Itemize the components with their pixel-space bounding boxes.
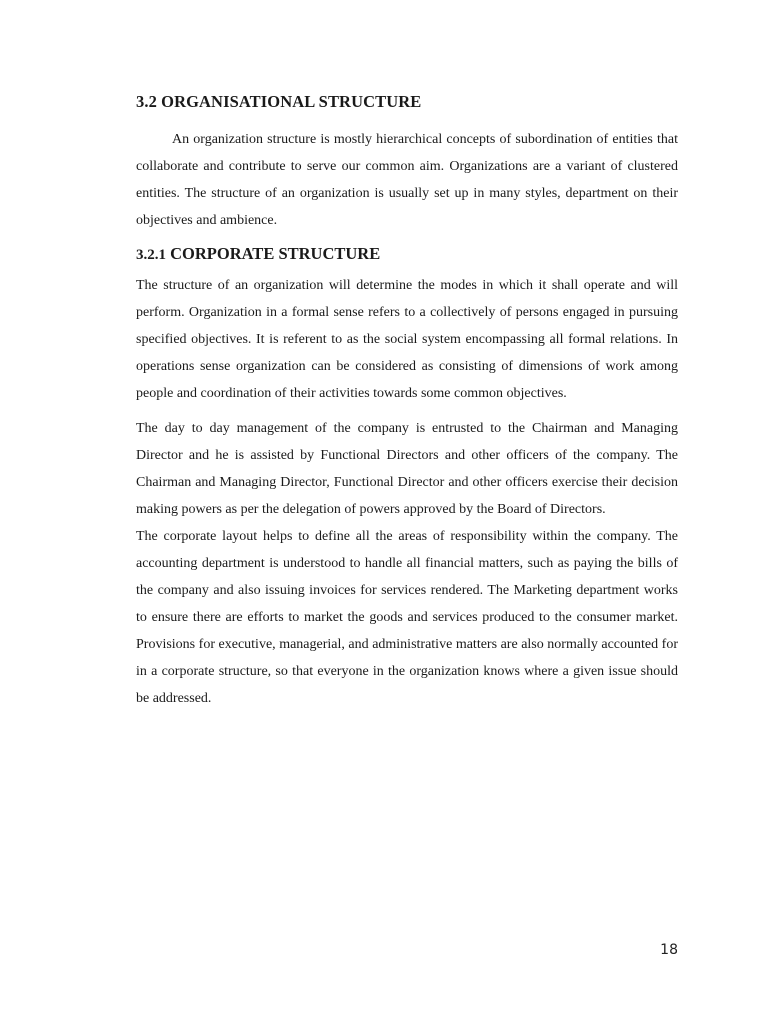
page-number: 18 [660, 942, 678, 958]
section-paragraph: An organization structure is mostly hierarchical concepts of subordination of entities that collaborate and contribute to serve our common aim. Organizations are a variant of clustered entities. The structure of an organization is usually set up in many styles, department on their objectives and ambience. [136, 132, 678, 228]
subsection-title: CORPORATE STRUCTURE [170, 244, 381, 263]
paragraph-corporate-layout: The corporate layout helps to define all the areas of responsibility within the company. The accounting department is understood to handle all financial matters, such as paying the bills of the company and also issuing invoices for services rendered. The Marketing department works to ensure there are efforts to market the goods and services produced to the consumer market. Provisions for executive, managerial, and administrative matters are also normally accounted for in a corporate structure, so that everyone in the organization knows where a given issue should be addressed. [136, 529, 678, 706]
page-content [136, 92, 678, 712]
section-title: 3.2 ORGANISATIONAL STRUCTURE [136, 92, 422, 111]
paragraph-corporate-structure: The structure of an organization will determine the modes in which it shall operate and will perform. Organization in a formal sense refers to a collectively of persons engaged in pursuing specified objectives. It is referent to as the social system encompassing all formal relations. In operations sense organization can be considered as consisting of dimensions of work among people and coordination of their activities towards some common objectives. [136, 278, 678, 401]
subsection-heading [136, 244, 678, 264]
subsection-number: 3.2.1 [136, 247, 166, 263]
paragraph-management: The day to day management of the company is entrusted to the Chairman and Managing Director and he is assisted by Functional Directors and other officers of the company. The Chairman and Managing Director, Functional Director and other officers exercise their decision making powers as per the delegation of powers approved by the Board of Directors. [136, 421, 678, 517]
